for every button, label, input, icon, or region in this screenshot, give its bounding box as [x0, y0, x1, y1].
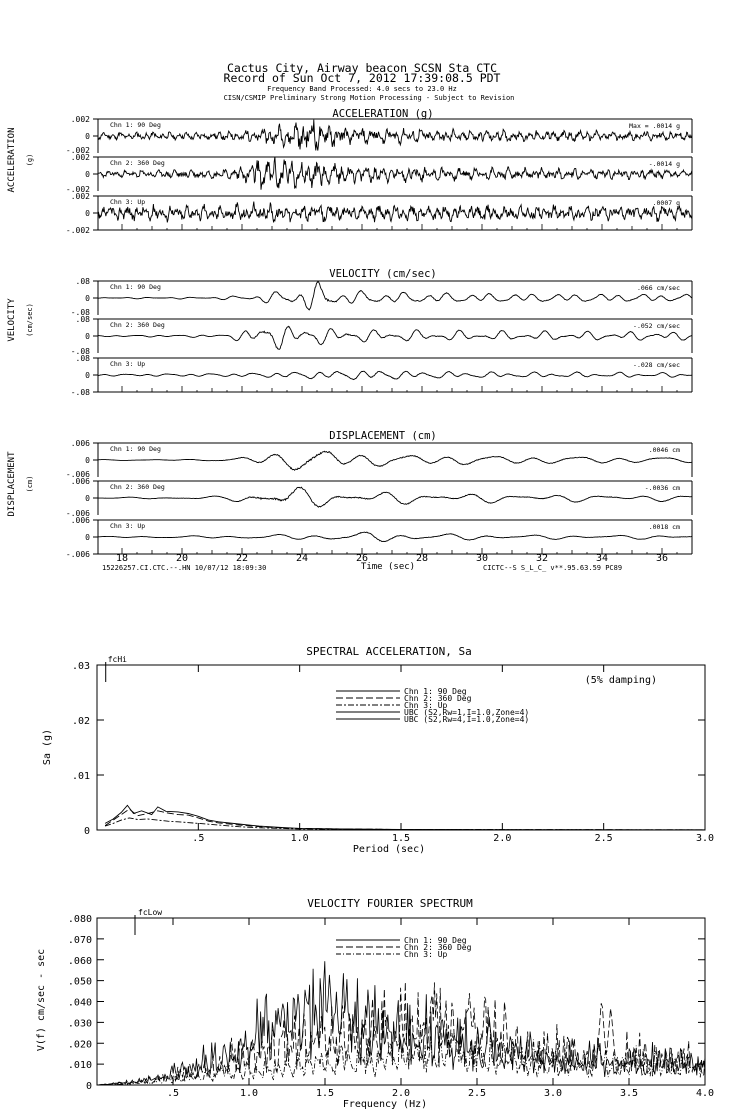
sa-ytick-label: .01 [71, 771, 90, 782]
acc-trace-3 [98, 202, 692, 223]
dis-max-value: -.0036 cm [644, 484, 680, 492]
time-tick-label: 36 [655, 553, 669, 564]
fs-title: VELOCITY FOURIER SPECTRUM [307, 897, 473, 910]
dis-ytick-top: .006 [70, 516, 90, 525]
vel-trace-2 [98, 326, 692, 349]
dis-max-value: .0018 cm [648, 523, 680, 531]
time-tick-label: 22 [235, 553, 249, 564]
vel-channel-label: Chn 3: Up [110, 360, 146, 368]
vel-ytick-top: .08 [75, 315, 90, 324]
sa-legend-entry: Chn 2: 360 Deg [404, 694, 472, 703]
acc-channel-label: Chn 1: 90 Deg [110, 121, 161, 129]
velocity-panel [7, 268, 692, 397]
dis-yunit: (cm) [26, 475, 34, 493]
fs-ytick-label: .040 [67, 997, 92, 1009]
time-tick-label: 34 [595, 553, 609, 564]
acceleration-panel [7, 108, 692, 235]
vel-channel-label: Chn 2: 360 Deg [110, 321, 165, 329]
fs-xtick-label: 2.5 [467, 1088, 487, 1099]
time-tick-label: 18 [115, 553, 129, 564]
acc-ylabel: ACCELERATION [7, 127, 17, 193]
time-tick-label: 30 [475, 553, 489, 564]
header-disclaimer: CISN/CSMIP Preliminary Strong Motion Processing - Subject to Revision [223, 94, 515, 102]
fs-xtick-label: 3.5 [619, 1088, 639, 1099]
sa-ylabel: Sa (g) [42, 728, 53, 766]
acc-title: ACCELERATION (g) [332, 108, 434, 120]
fs-legend-entry: Chn 2: 360 Deg [404, 943, 472, 952]
vel-ytick-zero: 0 [85, 332, 90, 341]
sa-damping-label: (5% damping) [584, 675, 657, 686]
footer-processing-id: CICTC--S S_L_C_ v**.95.63.59 PC89 [483, 564, 623, 572]
acc-max-value: Max = .0014 g [629, 122, 680, 130]
dis-ylabel: DISPLACEMENT [7, 451, 17, 517]
acc-ytick-zero: 0 [85, 132, 90, 141]
dis-trace-1 [98, 451, 692, 470]
fs-xtick-label: .5 [166, 1088, 180, 1099]
sa-ytick-label: 0 [83, 826, 90, 837]
acc-max-value: -.0014 g [648, 160, 680, 168]
time-tick-label: 32 [535, 553, 549, 564]
sa-series-2 [105, 809, 705, 830]
fs-ytick-label: .060 [67, 955, 92, 967]
vel-trace-1 [98, 282, 692, 310]
time-tick-label: 28 [415, 553, 429, 564]
dis-trace-3 [98, 532, 692, 542]
time-axis-label: Time (sec) [360, 562, 416, 572]
sa-ytick-label: .03 [71, 661, 90, 672]
header-record: Record of Sun Oct 7, 2012 17:39:08.5 PDT [223, 71, 501, 85]
sa-ytick-label: .02 [71, 716, 90, 727]
acc-channel-label: Chn 2: 360 Deg [110, 159, 165, 167]
dis-ytick-bottom: -.006 [65, 509, 90, 518]
time-tick-label: 26 [355, 553, 369, 564]
fs-ytick-label: .030 [67, 1018, 92, 1030]
sa-xtick-label: 3.0 [695, 833, 715, 844]
dis-channel-label: Chn 2: 360 Deg [110, 483, 165, 491]
vel-yunit: (cm/sec) [26, 303, 34, 337]
vel-ylabel: VELOCITY [7, 298, 17, 342]
fs-legend-entry: Chn 3: Up [404, 950, 448, 959]
vel-title: VELOCITY (cm/sec) [329, 268, 437, 280]
spectral-acceleration-panel [42, 645, 714, 855]
vel-ytick-lowest: -.08 [70, 388, 90, 397]
sa-xtick-label: 1.0 [290, 833, 309, 844]
acc-channel-label: Chn 3: Up [110, 198, 146, 206]
fs-xtick-label: 1.0 [239, 1088, 259, 1099]
fs-ytick-label: .070 [67, 934, 92, 946]
acc-yunit: (g) [26, 153, 34, 167]
dis-ytick-zero: 0 [85, 494, 90, 503]
fs-ytick-label: .050 [67, 976, 92, 988]
dis-ytick-top: .006 [70, 439, 90, 448]
acc-ytick-bottom: -.002 [65, 185, 90, 194]
acc-ytick-bottom: -.002 [65, 146, 90, 155]
fs-ytick-label: 0 [85, 1081, 92, 1092]
sa-fchi-label: fcHi [107, 655, 127, 664]
fs-xlabel: Frequency (Hz) [342, 1099, 428, 1110]
acc-trace-1 [98, 120, 692, 151]
vel-trace-3 [98, 371, 692, 379]
acc-ytick-top: .002 [70, 153, 90, 162]
vel-ytick-bottom: -.08 [70, 308, 90, 317]
fs-ylabel: V(f) cm/sec - sec [36, 948, 47, 1052]
vel-ytick-bottom: -.08 [70, 347, 90, 356]
dis-ytick-zero: 0 [85, 533, 90, 542]
fs-frame [97, 918, 705, 1085]
header-station: Cactus City, Airway beacon SCSN Sta CTC [226, 61, 498, 75]
acc-max-value: .0007 g [652, 199, 680, 207]
dis-ytick-lowest: -.006 [65, 550, 90, 559]
sa-xlabel: Period (sec) [352, 844, 426, 855]
dis-trace-2 [98, 487, 692, 507]
sa-title: SPECTRAL ACCELERATION, Sa [306, 645, 472, 658]
vel-max-value: -.052 cm/sec [633, 322, 680, 330]
fs-xtick-label: 1.5 [315, 1088, 335, 1099]
sa-legend-entry: Chn 1: 90 Deg [404, 687, 467, 696]
time-tick-label: 24 [295, 553, 309, 564]
displacement-panel [7, 430, 692, 572]
dis-ytick-top: .006 [70, 477, 90, 486]
dis-ytick-zero: 0 [85, 456, 90, 465]
sa-legend-entry: UBC (S2,Rw=4,I=1.0,Zone=4) [404, 715, 530, 724]
time-tick-label: 20 [175, 553, 189, 564]
sa-xtick-label: 1.5 [391, 833, 411, 844]
fs-ytick-label: .080 [67, 914, 92, 925]
vel-max-value: -.028 cm/sec [633, 361, 680, 369]
vel-ytick-top: .08 [75, 277, 90, 286]
fs-xtick-label: 4.0 [695, 1088, 715, 1099]
sa-xtick-label: 2.0 [493, 833, 512, 844]
dis-max-value: .0046 cm [648, 446, 680, 454]
acc-ytick-top: .002 [70, 192, 90, 201]
dis-ytick-bottom: -.006 [65, 470, 90, 479]
sa-xtick-label: 2.5 [594, 833, 613, 844]
fs-fclow-label: fcLow [138, 908, 163, 917]
vel-ytick-zero: 0 [85, 371, 90, 380]
fs-ytick-label: .010 [67, 1060, 92, 1072]
sa-legend-entry: UBC (S2,Rw=1,I=1.0,Zone=4) [404, 708, 530, 717]
fs-series-1 [99, 961, 706, 1085]
sa-series-1 [105, 805, 705, 830]
dis-channel-label: Chn 1: 90 Deg [110, 445, 161, 453]
acc-ytick-zero: 0 [85, 209, 90, 218]
dis-channel-label: Chn 3: Up [110, 522, 146, 530]
sa-frame [97, 665, 705, 830]
fs-ytick-label: .020 [67, 1039, 92, 1051]
sa-legend-entry: Chn 3: Up [404, 701, 448, 710]
fs-xtick-label: 2.0 [391, 1088, 411, 1099]
footer-record-id: 15226257.CI.CTC.--.HN 10/07/12 18:09:30 [102, 564, 267, 572]
fourier-spectrum-panel [36, 897, 714, 1110]
acc-trace-2 [98, 157, 692, 190]
vel-max-value: .066 cm/sec [636, 284, 680, 292]
vel-ytick-zero: 0 [85, 294, 90, 303]
acc-ytick-zero: 0 [85, 170, 90, 179]
vel-ytick-top: .08 [75, 354, 90, 363]
vel-channel-label: Chn 1: 90 Deg [110, 283, 161, 291]
sa-series-3 [105, 818, 705, 830]
acc-ytick-lowest: -.002 [65, 226, 90, 235]
fs-xtick-label: 3.0 [543, 1088, 563, 1099]
header-band: Frequency Band Processed: 4.0 secs to 23.0 Hz [267, 85, 457, 93]
acc-ytick-top: .002 [70, 115, 90, 124]
dis-title: DISPLACEMENT (cm) [329, 430, 437, 442]
fs-legend-entry: Chn 1: 90 Deg [404, 936, 467, 945]
sa-xtick-label: .5 [192, 833, 205, 844]
